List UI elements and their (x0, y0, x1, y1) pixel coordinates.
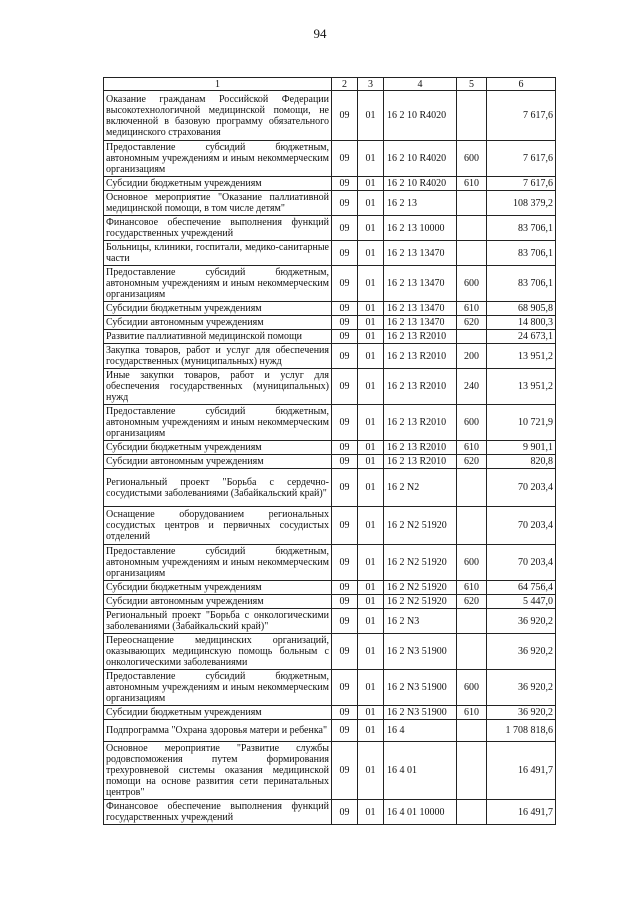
table-row (104, 191, 556, 216)
expense-type-cell (457, 91, 487, 141)
target-article-cell: 16 2 N2 51920 (384, 545, 457, 581)
expense-type-cell: 600 (457, 141, 487, 177)
expense-type-cell (457, 634, 487, 670)
expense-type-cell (457, 330, 487, 344)
target-article-cell: 16 2 N3 51900 (384, 706, 457, 720)
expense-type-cell: 610 (457, 581, 487, 595)
subsection-code-cell: 01 (358, 609, 384, 634)
column-header: 5 (457, 78, 487, 91)
target-article-cell: 16 2 13 10000 (384, 216, 457, 241)
column-header: 3 (358, 78, 384, 91)
amount-cell: 68 905,8 (487, 302, 556, 316)
target-article-cell: 16 2 13 R2010 (384, 344, 457, 369)
amount-cell: 70 203,4 (487, 469, 556, 507)
row-name-cell: Оказание гражданам Российской Федерации высокотехнологичной медицинской помощи, не включенной в базовую программу обязательного медицинского страхования (104, 91, 332, 141)
section-code-cell: 09 (332, 216, 358, 241)
subsection-code-cell: 01 (358, 595, 384, 609)
section-code-cell: 09 (332, 742, 358, 800)
subsection-code-cell: 01 (358, 742, 384, 800)
expense-type-cell: 610 (457, 302, 487, 316)
subsection-code-cell: 01 (358, 670, 384, 706)
row-name-cell: Предоставление субсидий бюджетным, автономным учреждениям и иным некоммерческим организациям (104, 405, 332, 441)
target-article-cell: 16 2 N2 51920 (384, 581, 457, 595)
row-name-cell: Субсидии бюджетным учреждениям (104, 177, 332, 191)
subsection-code-cell: 01 (358, 177, 384, 191)
row-name-cell: Предоставление субсидий бюджетным, автономным учреждениям и иным некоммерческим организациям (104, 266, 332, 302)
expense-type-cell (457, 800, 487, 825)
target-article-cell: 16 2 10 R4020 (384, 141, 457, 177)
table-row (104, 330, 556, 344)
row-name-cell: Финансовое обеспечение выполнения функций государственных учреждений (104, 216, 332, 241)
section-code-cell: 09 (332, 91, 358, 141)
row-name-cell: Субсидии автономным учреждениям (104, 455, 332, 469)
table-row (104, 441, 556, 455)
target-article-cell: 16 2 13 R2010 (384, 455, 457, 469)
subsection-code-cell: 01 (358, 455, 384, 469)
row-name-cell: Предоставление субсидий бюджетным, автономным учреждениям и иным некоммерческим организациям (104, 141, 332, 177)
row-name-cell: Предоставление субсидий бюджетным, автономным учреждениям и иным некоммерческим организациям (104, 545, 332, 581)
subsection-code-cell: 01 (358, 800, 384, 825)
subsection-code-cell: 01 (358, 469, 384, 507)
subsection-code-cell: 01 (358, 369, 384, 405)
expense-type-cell: 600 (457, 405, 487, 441)
section-code-cell: 09 (332, 191, 358, 216)
target-article-cell: 16 2 13 R2010 (384, 405, 457, 441)
expense-type-cell (457, 507, 487, 545)
expense-type-cell: 620 (457, 455, 487, 469)
section-code-cell: 09 (332, 609, 358, 634)
table-row (104, 595, 556, 609)
amount-cell: 70 203,4 (487, 507, 556, 545)
row-name-cell: Субсидии бюджетным учреждениям (104, 302, 332, 316)
section-code-cell: 09 (332, 507, 358, 545)
target-article-cell: 16 2 10 R4020 (384, 91, 457, 141)
subsection-code-cell: 01 (358, 241, 384, 266)
amount-cell: 70 203,4 (487, 545, 556, 581)
expense-type-cell: 240 (457, 369, 487, 405)
row-name-cell: Иные закупки товаров, работ и услуг для обеспечения государственных (муниципальных) нужд (104, 369, 332, 405)
subsection-code-cell: 01 (358, 302, 384, 316)
amount-cell: 7 617,6 (487, 91, 556, 141)
expense-type-cell: 600 (457, 266, 487, 302)
header-row (104, 78, 556, 91)
expense-type-cell: 200 (457, 344, 487, 369)
expense-type-cell: 600 (457, 670, 487, 706)
target-article-cell: 16 2 N2 (384, 469, 457, 507)
row-name-cell: Оснащение оборудованием региональных сосудистых центров и первичных сосудистых отделений (104, 507, 332, 545)
target-article-cell: 16 2 10 R4020 (384, 177, 457, 191)
row-name-cell: Больницы, клиники, госпитали, медико-санитарные части (104, 241, 332, 266)
section-code-cell: 09 (332, 177, 358, 191)
target-article-cell: 16 2 N3 51900 (384, 670, 457, 706)
amount-cell: 7 617,6 (487, 141, 556, 177)
target-article-cell: 16 2 13 R2010 (384, 330, 457, 344)
section-code-cell: 09 (332, 706, 358, 720)
expense-type-cell (457, 469, 487, 507)
amount-cell: 83 706,1 (487, 241, 556, 266)
section-code-cell: 09 (332, 800, 358, 825)
expense-type-cell (457, 191, 487, 216)
table-row (104, 634, 556, 670)
table-row (104, 369, 556, 405)
expense-type-cell (457, 720, 487, 742)
amount-cell: 36 920,2 (487, 634, 556, 670)
amount-cell: 13 951,2 (487, 344, 556, 369)
budget-table (103, 77, 556, 825)
target-article-cell: 16 4 01 10000 (384, 800, 457, 825)
table-row (104, 141, 556, 177)
table-row (104, 316, 556, 330)
amount-cell: 16 491,7 (487, 800, 556, 825)
amount-cell: 1 708 818,6 (487, 720, 556, 742)
expense-type-cell: 620 (457, 595, 487, 609)
column-header: 6 (487, 78, 556, 91)
amount-cell: 83 706,1 (487, 216, 556, 241)
expense-type-cell (457, 742, 487, 800)
row-name-cell: Основное мероприятие "Оказание паллиативной медицинской помощи, в том числе детям" (104, 191, 332, 216)
row-name-cell: Субсидии автономным учреждениям (104, 316, 332, 330)
subsection-code-cell: 01 (358, 441, 384, 455)
row-name-cell: Региональный проект "Борьба с онкологическими заболеваниями (Забайкальский край)" (104, 609, 332, 634)
table-row (104, 302, 556, 316)
section-code-cell: 09 (332, 720, 358, 742)
section-code-cell: 09 (332, 241, 358, 266)
row-name-cell: Основное мероприятие "Развитие службы родовспоможения путем формирования трехуровневой системы оказания медицинской помощи на основе развития сети перинатальных центров" (104, 742, 332, 800)
subsection-code-cell: 01 (358, 507, 384, 545)
section-code-cell: 09 (332, 330, 358, 344)
table-row (104, 581, 556, 595)
expense-type-cell (457, 609, 487, 634)
section-code-cell: 09 (332, 595, 358, 609)
column-header: 1 (104, 78, 332, 91)
row-name-cell: Закупка товаров, работ и услуг для обеспечения государственных (муниципальных) нужд (104, 344, 332, 369)
page-number: 94 (313, 26, 327, 41)
subsection-code-cell: 01 (358, 91, 384, 141)
subsection-code-cell: 01 (358, 634, 384, 670)
table-row (104, 670, 556, 706)
expense-type-cell: 610 (457, 177, 487, 191)
target-article-cell: 16 2 13 13470 (384, 302, 457, 316)
row-name-cell: Субсидии бюджетным учреждениям (104, 706, 332, 720)
expense-type-cell: 600 (457, 545, 487, 581)
expense-type-cell: 610 (457, 441, 487, 455)
table-row (104, 241, 556, 266)
section-code-cell: 09 (332, 581, 358, 595)
section-code-cell: 09 (332, 405, 358, 441)
section-code-cell: 09 (332, 141, 358, 177)
expense-type-cell (457, 241, 487, 266)
target-article-cell: 16 2 N2 51920 (384, 507, 457, 545)
amount-cell: 36 920,2 (487, 706, 556, 720)
target-article-cell: 16 2 N2 51920 (384, 595, 457, 609)
amount-cell: 7 617,6 (487, 177, 556, 191)
row-name-cell: Финансовое обеспечение выполнения функций государственных учреждений (104, 800, 332, 825)
subsection-code-cell: 01 (358, 706, 384, 720)
row-name-cell: Предоставление субсидий бюджетным, автономным учреждениям и иным некоммерческим организациям (104, 670, 332, 706)
row-name-cell: Субсидии автономным учреждениям (104, 595, 332, 609)
amount-cell: 5 447,0 (487, 595, 556, 609)
subsection-code-cell: 01 (358, 330, 384, 344)
amount-cell: 820,8 (487, 455, 556, 469)
expense-type-cell: 610 (457, 706, 487, 720)
subsection-code-cell: 01 (358, 545, 384, 581)
target-article-cell: 16 2 13 13470 (384, 316, 457, 330)
section-code-cell: 09 (332, 670, 358, 706)
column-header: 4 (384, 78, 457, 91)
table-row (104, 455, 556, 469)
amount-cell: 108 379,2 (487, 191, 556, 216)
amount-cell: 16 491,7 (487, 742, 556, 800)
expense-type-cell (457, 216, 487, 241)
subsection-code-cell: 01 (358, 216, 384, 241)
row-name-cell: Региональный проект "Борьба с сердечно-сосудистыми заболеваниями (Забайкальский край)" (104, 469, 332, 507)
subsection-code-cell: 01 (358, 405, 384, 441)
table-row (104, 545, 556, 581)
subsection-code-cell: 01 (358, 344, 384, 369)
amount-cell: 64 756,4 (487, 581, 556, 595)
target-article-cell: 16 2 N3 51900 (384, 634, 457, 670)
table-row (104, 609, 556, 634)
amount-cell: 9 901,1 (487, 441, 556, 455)
section-code-cell: 09 (332, 344, 358, 369)
target-article-cell: 16 4 (384, 720, 457, 742)
section-code-cell: 09 (332, 634, 358, 670)
table-row (104, 405, 556, 441)
target-article-cell: 16 2 13 13470 (384, 241, 457, 266)
row-name-cell: Переоснащение медицинских организаций, оказывающих медицинскую помощь больным с онкологическими заболеваниями (104, 634, 332, 670)
amount-cell: 13 951,2 (487, 369, 556, 405)
section-code-cell: 09 (332, 266, 358, 302)
subsection-code-cell: 01 (358, 581, 384, 595)
table-row (104, 91, 556, 141)
subsection-code-cell: 01 (358, 141, 384, 177)
table-row (104, 469, 556, 507)
subsection-code-cell: 01 (358, 720, 384, 742)
amount-cell: 24 673,1 (487, 330, 556, 344)
amount-cell: 36 920,2 (487, 670, 556, 706)
subsection-code-cell: 01 (358, 191, 384, 216)
amount-cell: 10 721,9 (487, 405, 556, 441)
table-row (104, 706, 556, 720)
row-name-cell: Субсидии бюджетным учреждениям (104, 441, 332, 455)
target-article-cell: 16 2 13 R2010 (384, 441, 457, 455)
section-code-cell: 09 (332, 302, 358, 316)
column-header: 2 (332, 78, 358, 91)
table-row (104, 720, 556, 742)
section-code-cell: 09 (332, 545, 358, 581)
table-row (104, 800, 556, 825)
row-name-cell: Субсидии бюджетным учреждениям (104, 581, 332, 595)
table-body (104, 91, 556, 825)
amount-cell: 83 706,1 (487, 266, 556, 302)
target-article-cell: 16 2 N3 (384, 609, 457, 634)
table-row (104, 216, 556, 241)
table-row (104, 344, 556, 369)
table-row (104, 742, 556, 800)
amount-cell: 36 920,2 (487, 609, 556, 634)
section-code-cell: 09 (332, 455, 358, 469)
row-name-cell: Развитие паллиативной медицинской помощи (104, 330, 332, 344)
section-code-cell: 09 (332, 469, 358, 507)
amount-cell: 14 800,3 (487, 316, 556, 330)
table-row (104, 177, 556, 191)
target-article-cell: 16 2 13 13470 (384, 266, 457, 302)
target-article-cell: 16 2 13 R2010 (384, 369, 457, 405)
section-code-cell: 09 (332, 441, 358, 455)
subsection-code-cell: 01 (358, 266, 384, 302)
subsection-code-cell: 01 (358, 316, 384, 330)
expense-type-cell: 620 (457, 316, 487, 330)
target-article-cell: 16 2 13 (384, 191, 457, 216)
row-name-cell: Подпрограмма "Охрана здоровья матери и ребенка" (104, 720, 332, 742)
table-row (104, 507, 556, 545)
section-code-cell: 09 (332, 369, 358, 405)
section-code-cell: 09 (332, 316, 358, 330)
target-article-cell: 16 4 01 (384, 742, 457, 800)
table-row (104, 266, 556, 302)
